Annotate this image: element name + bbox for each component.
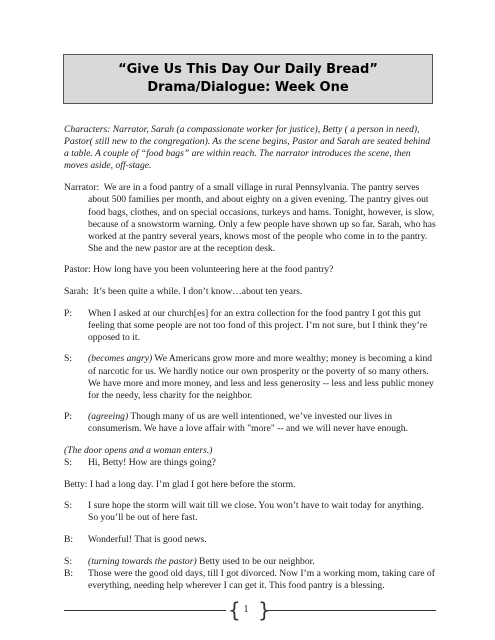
stage-direction: (turning towards the pastor) bbox=[88, 555, 197, 567]
dialogue-text: How long have you been volunteering here at the food pantry? bbox=[93, 264, 334, 276]
document-subtitle: Drama/Dialogue: Week One bbox=[147, 80, 349, 95]
speaker-label: S: bbox=[64, 353, 73, 365]
speaker-label: Narrator: bbox=[64, 182, 100, 194]
dialogue-line bbox=[64, 411, 436, 435]
page-number: 1 bbox=[243, 604, 249, 615]
dialogue-text: Betty used to be our neighbor. bbox=[196, 555, 315, 567]
document-title: “Give Us This Day Our Daily Bread” bbox=[118, 62, 378, 77]
dialogue-line bbox=[64, 308, 436, 344]
dialogue-text: I sure hope the storm will wait till we close. You won’t have to wait today for anything. So you’ll be out of here fast. bbox=[88, 500, 424, 524]
dialogue-text: We Americans grow more and more wealthy; money is becoming a kind of narcotic for us. We hardly notice our own prosperity or the poverty of so many others. We have more and more money, and less and less generosity -- less and less public money for the needy, less charity for the neighbor. bbox=[88, 353, 434, 401]
dialogue-line bbox=[64, 556, 436, 568]
stage-direction: (becomes angry) bbox=[88, 353, 153, 365]
speaker-label: S: bbox=[64, 500, 73, 512]
dialogue-line bbox=[64, 286, 436, 298]
dialogue-text: Wonderful! That is good news. bbox=[88, 533, 207, 545]
dialogue-line bbox=[64, 500, 436, 524]
speaker-label: P: bbox=[64, 307, 73, 319]
narrator-body: about 500 families per month, and about eighty on a given evening. The pantry gives out food bags, clothes, and on special occasions, turkeys and hams. Tonight, however, is slow, because of a snowstorm warning. Only a few people have shown up so far. Sarah, who has worked at the pantry several years, knows most of the people who come in to the pantry. She and the new pastor are at the reception desk. bbox=[88, 194, 436, 254]
dialogue-text: Hi, Betty! How are things going? bbox=[88, 457, 216, 469]
dialogue-line bbox=[64, 264, 436, 276]
page-bracket-right: } bbox=[258, 598, 271, 622]
speaker-label: Pastor: bbox=[64, 264, 91, 276]
dialogue-text: It’s been quite a while. I don’t know…about ten years. bbox=[93, 286, 303, 298]
footer-rule-right bbox=[268, 610, 436, 611]
stage-direction: (agreeing) bbox=[88, 411, 129, 423]
speaker-label: Sarah: bbox=[64, 286, 89, 298]
dialogue-line bbox=[64, 568, 436, 592]
intro-paragraph: Characters: Narrator, Sarah (a compassionate worker for justice), Betty ( a person in need), Pastor( still new to the congregation). As the scene begins, Pastor and Sarah are seated behind a table. A couple of “food bags” are within reach. The narrator introduces the scene, then moves aside, off-stage. bbox=[64, 124, 431, 172]
dialogue-line bbox=[64, 479, 436, 491]
dialogue-text: Those were the good old days, till I got divorced. Now I’m a working mom, taking care of everything, needing help wherever I can get it. This food pantry is a blessing. bbox=[88, 567, 435, 591]
narrator-first-line: We are in a food pantry of a small village in rural Pennsylvania. The pantry serves bbox=[103, 182, 420, 194]
title-box bbox=[63, 54, 433, 104]
speaker-label: Betty: bbox=[64, 478, 88, 490]
page-bracket-left: { bbox=[228, 598, 241, 622]
narrator-paragraph bbox=[64, 182, 436, 255]
dialogue-line bbox=[64, 353, 436, 401]
document-body bbox=[64, 124, 436, 601]
dialogue-line bbox=[64, 457, 436, 469]
speaker-label: B: bbox=[64, 567, 74, 579]
dialogue-text: I had a long day. I’m glad I got here before the storm. bbox=[89, 478, 296, 490]
speaker-label: S: bbox=[64, 457, 73, 469]
door-direction: (The door opens and a woman enters.) bbox=[64, 444, 213, 456]
speaker-label: P: bbox=[64, 411, 73, 423]
speaker-label: B: bbox=[64, 533, 74, 545]
dialogue-line bbox=[64, 534, 436, 546]
speaker-label: S: bbox=[64, 555, 73, 567]
footer-rule-left bbox=[64, 610, 226, 611]
dialogue-text: Though many of us are well intentioned, we’ve invested our lives in consumerism. We have a love affair with "more" -- and we will never have enough. bbox=[88, 411, 408, 435]
dialogue-text: When I asked at our church[es] for an extra collection for the food pantry I got this gut feeling that some people are not too fond of this project. I’m not sure, but I think they’re opposed to it. bbox=[88, 307, 428, 343]
